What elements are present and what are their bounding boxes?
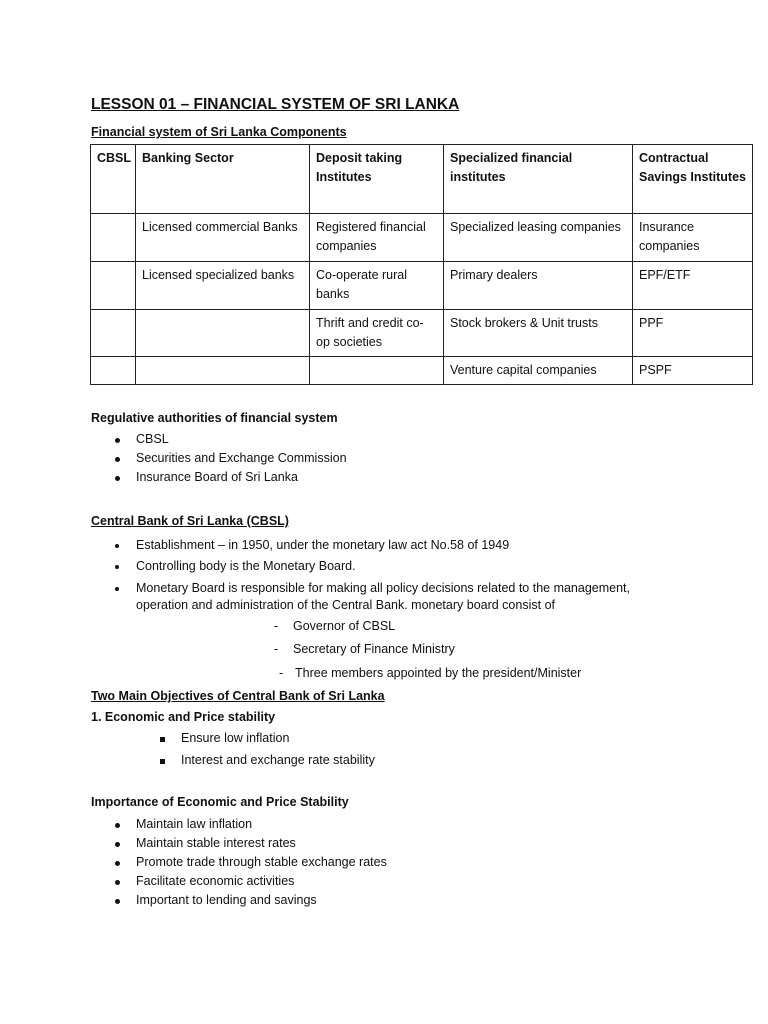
bullet-icon: [115, 587, 119, 591]
bullet-icon: [115, 842, 120, 847]
list-item: Governor of CBSL: [293, 619, 396, 633]
table-row: [91, 262, 753, 310]
bullet-icon: [115, 861, 120, 866]
list-item: Facilitate economic activities: [136, 874, 295, 888]
table-cell: Registered financial companies: [310, 214, 444, 262]
table-cell: EPF/ETF: [633, 262, 753, 310]
table-cell: Primary dealers: [444, 262, 633, 310]
header-cell: Specialized financial institutes: [444, 145, 633, 214]
list-item: Promote trade through stable exchange rates: [136, 855, 387, 869]
table-row: [91, 214, 753, 262]
table-cell: [91, 214, 136, 262]
bullet-icon: [160, 737, 165, 742]
list-item: Controlling body is the Monetary Board.: [136, 559, 356, 573]
table-cell: Thrift and credit co-op societies: [310, 310, 444, 357]
bullet-icon: [160, 759, 165, 764]
list-item: Monetary Board is responsible for making all policy decisions related to the management,: [136, 581, 631, 595]
bullet-icon: [115, 899, 120, 904]
list-item: Securities and Exchange Commission: [136, 451, 347, 465]
header-cell: Banking Sector: [136, 145, 310, 214]
table-cell: [136, 357, 310, 385]
cbsl-heading: Central Bank of Sri Lanka (CBSL): [91, 514, 289, 528]
list-item-continuation: operation and administration of the Central Bank. monetary board consist of: [136, 598, 555, 612]
objective-title: 1. Economic and Price stability: [91, 710, 276, 724]
list-item: Three members appointed by the president/Minister: [295, 666, 582, 680]
header-cell: Contractual Savings Institutes: [633, 145, 753, 214]
dash-marker: -: [279, 666, 284, 680]
table-cell: [91, 310, 136, 357]
bullet-icon: [115, 823, 120, 828]
bullet-icon: [115, 476, 120, 481]
importance-heading: Importance of Economic and Price Stability: [91, 795, 349, 809]
lesson-title: LESSON 01 – FINANCIAL SYSTEM OF SRI LANKA: [91, 96, 460, 113]
list-item: Important to lending and savings: [136, 893, 317, 907]
bullet-icon: [115, 544, 119, 548]
list-item: Secretary of Finance Ministry: [293, 642, 455, 656]
table-cell: PSPF: [633, 357, 753, 385]
header-cell: Deposit taking Institutes: [310, 145, 444, 214]
bullet-icon: [115, 565, 119, 569]
list-item: Establishment – in 1950, under the monetary law act No.58 of 1949: [136, 538, 510, 552]
list-item: Insurance Board of Sri Lanka: [136, 470, 298, 484]
table-row: [91, 310, 753, 357]
components-table: [90, 144, 753, 385]
table-header-row: [91, 145, 753, 214]
table-cell: PPF: [633, 310, 753, 357]
table-cell: [136, 310, 310, 357]
bullet-icon: [115, 880, 120, 885]
table-cell: [91, 357, 136, 385]
table-cell: [310, 357, 444, 385]
dash-marker: -: [274, 619, 279, 633]
list-item: CBSL: [136, 432, 169, 446]
list-item: Interest and exchange rate stability: [181, 753, 375, 767]
bullet-icon: [115, 438, 120, 443]
table-cell: Licensed specialized banks: [136, 262, 310, 310]
bullet-icon: [115, 457, 120, 462]
table-cell: [91, 262, 136, 310]
table-cell: Specialized leasing companies: [444, 214, 633, 262]
table-cell: Co-operate rural banks: [310, 262, 444, 310]
dash-marker: -: [274, 642, 279, 656]
table-cell: Insurance companies: [633, 214, 753, 262]
table-cell: Venture capital companies: [444, 357, 633, 385]
components-heading: Financial system of Sri Lanka Components: [91, 125, 347, 139]
table-cell: Licensed commercial Banks: [136, 214, 310, 262]
regulative-heading: Regulative authorities of financial system: [91, 411, 338, 425]
list-item: Maintain law inflation: [136, 817, 253, 831]
list-item: Maintain stable interest rates: [136, 836, 296, 850]
list-item: Ensure low inflation: [181, 731, 290, 745]
table-row: [91, 357, 753, 385]
table-cell: Stock brokers & Unit trusts: [444, 310, 633, 357]
header-cell: CBSL: [91, 145, 136, 214]
objectives-heading: Two Main Objectives of Central Bank of Sri Lanka: [91, 689, 385, 703]
